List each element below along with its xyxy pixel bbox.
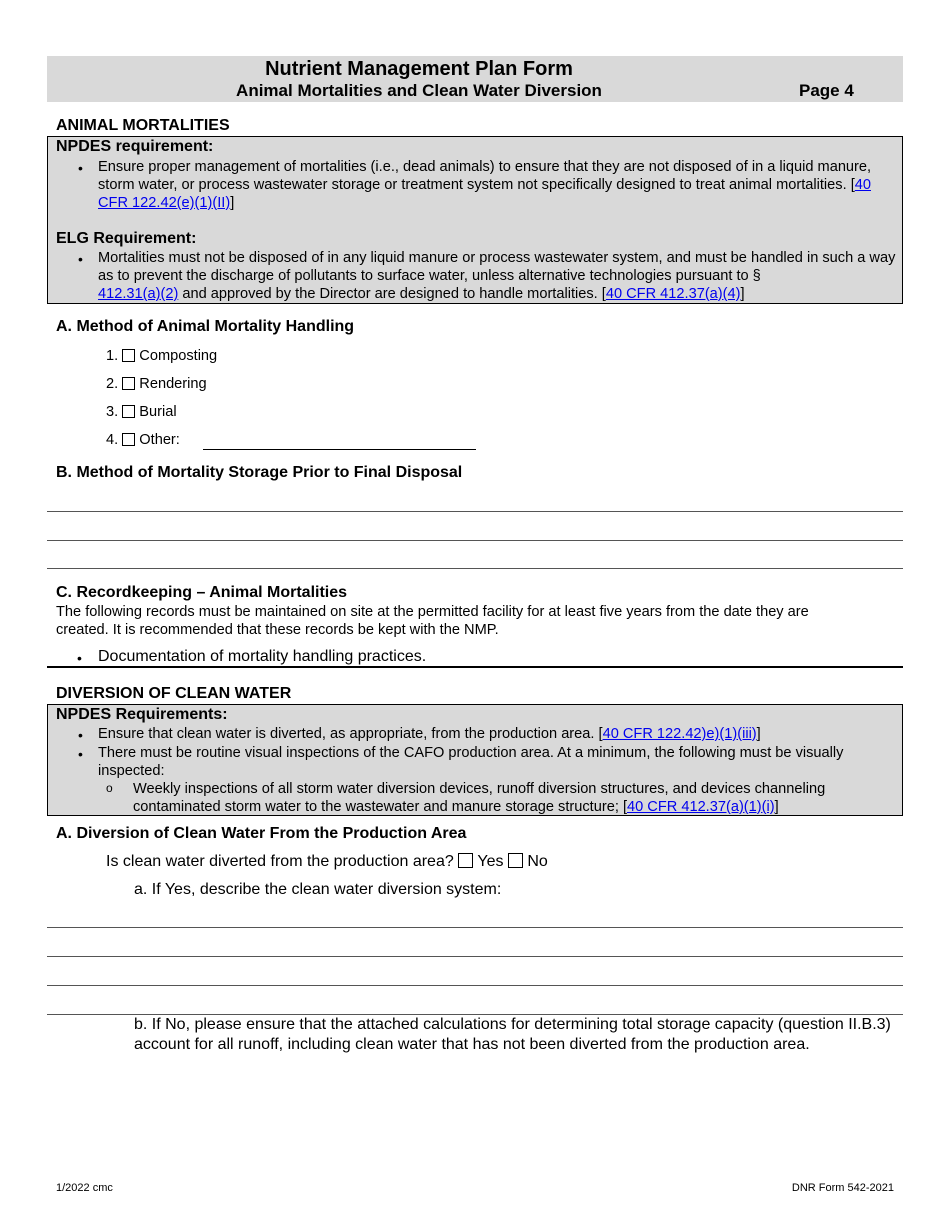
answer-line[interactable] [47,540,903,541]
option-burial[interactable]: 3. Burial [106,404,177,420]
diversion-sub-bullet: Weekly inspections of all storm water diversion devices, runoff diversion structures, and devices channeling contaminated storm water to the wastewater and manure storage structure; [40 CFR 412.37(a)(1)(i)] [133,781,826,815]
no-checkbox[interactable] [508,853,523,868]
form-subtitle: Animal Mortalities and Clean Water Diversion [236,81,602,100]
diversion-bullet-2: There must be routine visual inspections of the CAFO production area. At a minimum, the following must be visually inspected: [98,745,844,779]
checkbox[interactable] [122,405,135,418]
checkbox[interactable] [122,433,135,446]
cfr-link[interactable]: 40 CFR 412.37(a)(4) [605,286,741,302]
bullet: • [78,746,83,762]
diversion-question: Is clean water diverted from the production area? Yes No [106,853,548,870]
elg-label: ELG Requirement: [56,230,197,247]
cfr-link[interactable]: 40 CFR 412.37(a)(1)(i) [627,799,775,815]
checkbox[interactable] [122,377,135,390]
answer-line[interactable] [47,568,903,569]
section-a-heading: A. Method of Animal Mortality Handling [56,318,355,335]
form-title: Nutrient Management Plan Form [265,58,573,80]
diversion-requirements-box [47,704,903,816]
diversion-b-text: b. If No, please ensure that the attached calculations for determining total storage capacity (question II.B.3) account for all runoff, including clean water that has not been diverted from the production area. [134,1016,891,1053]
bullet: • [78,727,83,743]
answer-line[interactable] [47,956,903,957]
other-input-line[interactable] [203,449,476,450]
npdes-label: NPDES Requirements: [56,706,228,723]
answer-line[interactable] [47,511,903,512]
bullet: • [78,251,83,267]
answer-line[interactable] [47,927,903,928]
diversion-bullet-1: Ensure that clean water is diverted, as appropriate, from the production area. [40 CFR 122.42)e)(1)(iii)] [98,726,761,742]
diversion-a-heading: A. Diversion of Clean Water From the Production Area [56,825,467,842]
section-c-heading: C. Recordkeeping – Animal Mortalities [56,584,348,601]
cfr-link[interactable]: 40 CFR 122.42)e)(1)(iii) [602,726,757,742]
diversion-a-prompt: a. If Yes, describe the clean water diversion system: [134,881,502,898]
footer-date: 1/2022 cmc [56,1182,113,1194]
mortalities-heading: ANIMAL MORTALITIES [56,117,230,134]
cfr-link[interactable]: 412.31(a)(2) [98,286,179,302]
section-divider [47,666,903,668]
sub-bullet: o [106,781,113,795]
option-composting[interactable]: 1. Composting [106,348,218,364]
npdes-text: Ensure proper management of mortalities (i.e., dead animals) to ensure that they are not disposed of in a liquid manure, storm water, or process wastewater storage or treatment system not specifically designed to treat animal mortalities. [40 CFR 122.42(e)(1)(II)] [98,159,872,211]
mortalities-requirements-box [47,136,903,304]
npdes-label: NPDES requirement: [56,138,214,155]
option-rendering[interactable]: 2. Rendering [106,376,207,392]
footer-form-number: DNR Form 542-2021 [791,1182,894,1194]
bullet: • [78,160,83,176]
checkbox[interactable] [122,349,135,362]
bullet: • [77,650,82,666]
elg-text: Mortalities must not be disposed of in any liquid manure or process wastewater system, and must be handled in such a way as to prevent the discharge of pollutants to surface water, unless alternative technologies pursuant to § 412.31(a)(2) and approved by the Director are designed to handle mortalities. [40 CFR 412.37(a)(4)] [98,250,896,302]
answer-line[interactable] [47,985,903,986]
page-number: Page 4 [799,81,854,100]
section-c-text: The following records must be maintained on site at the permitted facility for at least five years from the date they are created. It is recommended that these records be kept with the NMP. [56,604,809,638]
diversion-heading: DIVERSION OF CLEAN WATER [56,685,292,702]
section-c-bullet: Documentation of mortality handling practices. [98,648,427,665]
option-other[interactable]: 4. Other: [106,432,180,448]
section-b-heading: B. Method of Mortality Storage Prior to Final Disposal [56,464,463,481]
yes-checkbox[interactable] [458,853,473,868]
cfr-link[interactable]: 40 CFR 122.42(e)(1)(II) [98,177,871,211]
